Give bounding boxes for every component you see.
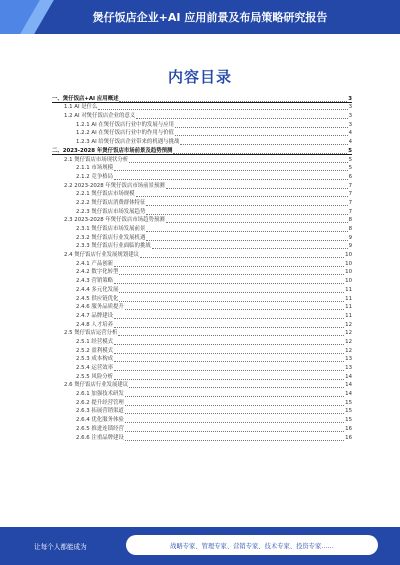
- footer-slogan: 让每个人都能成为: [34, 543, 87, 551]
- toc-entry-page: 5: [348, 156, 352, 163]
- toc-entry-page: 12: [345, 321, 352, 328]
- toc-entry-page: 8: [348, 217, 352, 224]
- toc-entry[interactable]: [52, 110, 352, 119]
- toc-entry-page: 7: [348, 191, 352, 198]
- toc-entry[interactable]: [52, 388, 352, 397]
- toc-entry-title: 2.6 煲仔饭店行业发展建议: [64, 382, 129, 389]
- toc-entry-page: 10: [345, 260, 352, 267]
- footer-roles-pill: [126, 535, 378, 555]
- toc-entry-page: 11: [345, 304, 352, 311]
- toc-entry-title: 2.5.5 风险分析: [76, 373, 113, 380]
- toc-entry-page: 5: [348, 147, 352, 154]
- toc-entry[interactable]: [52, 241, 352, 250]
- toc-entry[interactable]: [52, 128, 352, 137]
- toc-entry-page: 15: [345, 399, 352, 406]
- toc-entry-title: 2.4.7 品牌建设: [76, 312, 113, 319]
- toc-entry-title: 2.4.1 产品创新: [76, 260, 113, 267]
- toc-entry-page: 10: [345, 269, 352, 276]
- toc-entry[interactable]: [52, 119, 352, 128]
- toc-entry-page: 7: [348, 199, 352, 206]
- toc-entry-title: 2.2.3 煲仔饭店市场发展趋势: [76, 208, 146, 215]
- toc-entry[interactable]: [52, 336, 352, 345]
- toc-entry-page: 14: [345, 373, 352, 380]
- toc-entry[interactable]: [52, 215, 352, 224]
- toc-entry[interactable]: [52, 310, 352, 319]
- toc-entry[interactable]: [52, 180, 352, 189]
- toc-entry[interactable]: [52, 102, 352, 111]
- toc-entry[interactable]: [52, 275, 352, 284]
- toc-entry-title: 二、2023-2028 年煲仔饭店市场前景及趋势预测: [52, 147, 173, 154]
- toc-entry-title: 1.1 AI 是什么: [64, 104, 98, 111]
- toc-entry-page: 13: [345, 356, 352, 363]
- toc-heading: 内容目录: [167, 68, 232, 86]
- toc-entry-page: 14: [345, 391, 352, 398]
- toc-entry-page: 9: [348, 243, 352, 250]
- toc-entry-title: 2.5.2 盈利模式: [76, 347, 113, 354]
- page-footer: [0, 527, 400, 565]
- toc-entry[interactable]: [52, 223, 352, 232]
- toc-entry-page: 14: [345, 382, 352, 389]
- toc-entry-page: 11: [345, 312, 352, 319]
- toc-entry-title: 2.6.6 注重品牌建设: [76, 434, 124, 441]
- toc-entry-title: 2.5 煲仔饭店运营分析: [64, 330, 118, 337]
- toc-entry-title: 2.5.4 运营效率: [76, 365, 113, 371]
- toc-entry[interactable]: [52, 328, 352, 337]
- toc-entry-page: 11: [345, 286, 352, 293]
- table-of-contents: [52, 93, 352, 511]
- toc-entry-title: 1.2.3 AI 给煲仔饭店企业带来的机遇与挑战: [76, 139, 180, 146]
- toc-entry-title: 2.3 2023-2028 年煲仔饭店市场趋势预测: [64, 217, 165, 224]
- toc-entry-page: 4: [348, 139, 352, 146]
- toc-entry-title: 1.2.2 AI 在煲仔饭店行业中的作用与价值: [76, 130, 174, 137]
- toc-entry[interactable]: [52, 293, 352, 302]
- toc-entry[interactable]: [52, 136, 352, 145]
- toc-entry-page: 3: [348, 95, 352, 102]
- toc-entry-title: 2.6.4 优化服务体验: [76, 417, 124, 424]
- toc-entry[interactable]: [52, 145, 352, 154]
- toc-entry-title: 2.6.5 推进连锁经营: [76, 425, 124, 432]
- toc-entry-page: 16: [345, 425, 352, 432]
- toc-entry[interactable]: [52, 171, 352, 180]
- toc-entry-page: 15: [345, 417, 352, 424]
- toc-entry[interactable]: [52, 432, 352, 441]
- toc-entry[interactable]: [52, 93, 352, 102]
- toc-entry-title: 2.2.2 煲仔饭店消费群体特征: [76, 199, 146, 206]
- toc-entry-page: 4: [348, 130, 352, 137]
- toc-entry[interactable]: [52, 154, 352, 163]
- report-title: 煲仔饭店企业+AI 应用前景及布局策略研究报告: [92, 11, 328, 24]
- toc-entry-page: 6: [348, 173, 352, 180]
- toc-entry-page: 12: [345, 330, 352, 337]
- toc-entry-page: 5: [348, 165, 352, 172]
- toc-entry-page: 3: [348, 121, 352, 128]
- toc-entry-title: 2.4.4 多元化发展: [76, 286, 119, 293]
- toc-entry-title: 2.3.1 煲仔饭店市场发展前景: [76, 226, 146, 232]
- toc-entry[interactable]: [52, 284, 352, 293]
- toc-entry[interactable]: [52, 189, 352, 198]
- toc-entry-page: 15: [345, 408, 352, 415]
- toc-entry-page: 13: [345, 365, 352, 371]
- toc-entry[interactable]: [52, 423, 352, 432]
- toc-entry-title: 2.6.2 提升经营管理: [76, 399, 124, 406]
- toc-entry[interactable]: [52, 371, 352, 380]
- toc-entry[interactable]: [52, 380, 352, 389]
- toc-entry-page: 9: [348, 234, 352, 241]
- toc-entry[interactable]: [52, 362, 352, 371]
- toc-entry-title: 2.5.3 成本构成: [76, 356, 113, 363]
- toc-entry[interactable]: [52, 302, 352, 311]
- toc-leader-dots: [125, 436, 344, 441]
- toc-entry-page: 7: [348, 208, 352, 215]
- toc-entry-title: 2.1.1 市场规模: [76, 165, 113, 172]
- toc-entry-page: 12: [345, 338, 352, 345]
- toc-entry-title: 2.4.8 人才培养: [76, 321, 113, 328]
- toc-entry-page: 16: [345, 434, 352, 441]
- toc-entry-title: 1.2 AI 对煲仔饭店企业的意义: [64, 113, 136, 120]
- toc-entry-page: 3: [348, 113, 352, 120]
- toc-entry-title: 2.1.2 竞争格局: [76, 173, 113, 180]
- toc-entry[interactable]: [52, 354, 352, 363]
- toc-entry-title: 2.3.2 煲仔饭店行业发展机遇: [76, 234, 146, 241]
- toc-entry-title: 2.2.1 煲仔饭店市场规模: [76, 191, 135, 198]
- toc-entry[interactable]: [52, 414, 352, 423]
- toc-entry[interactable]: [52, 206, 352, 215]
- toc-entry[interactable]: [52, 163, 352, 172]
- toc-entry[interactable]: [52, 232, 352, 241]
- toc-entry-page: 10: [345, 278, 352, 285]
- toc-entry-title: 2.6.1 加强技术研发: [76, 391, 124, 398]
- toc-entry[interactable]: [52, 397, 352, 406]
- toc-entry-title: 2.3.3 煲仔饭店行业面临的挑战: [76, 243, 151, 250]
- toc-entry-title: 2.4.5 供应链优化: [76, 295, 119, 302]
- toc-entry-title: 2.1 煲仔饭店市场现状分析: [64, 156, 129, 163]
- toc-entry-title: 2.4.2 数字化转型: [76, 269, 119, 276]
- toc-entry-page: 11: [345, 295, 352, 302]
- toc-entry-title: 一、煲仔饭店+AI 应用概述: [52, 95, 119, 102]
- toc-entry-page: 8: [348, 226, 352, 232]
- toc-entry-title: 2.4.3 营销策略: [76, 278, 113, 285]
- toc-entry[interactable]: [52, 197, 352, 206]
- toc-entry[interactable]: [52, 406, 352, 415]
- toc-entry-page: 10: [345, 252, 352, 259]
- toc-entry-title: 2.2 2023-2028 年煲仔饭店市场前景预测: [64, 182, 165, 189]
- toc-entry-title: 2.4 煲仔饭店行业发展规划建议: [64, 252, 139, 259]
- toc-entry[interactable]: [52, 267, 352, 276]
- toc-entry-page: 3: [348, 104, 352, 111]
- toc-entry-page: 12: [345, 347, 352, 354]
- toc-entry[interactable]: [52, 319, 352, 328]
- toc-entry-title: 2.5.1 经营模式: [76, 338, 113, 345]
- toc-entry[interactable]: [52, 258, 352, 267]
- footer-roles-text: 战略专家、管理专家、营销专家、技术专家、投资专家……: [170, 543, 334, 550]
- page-header: [0, 0, 400, 34]
- toc-entry-title: 2.6.3 拓展营销渠道: [76, 408, 124, 415]
- toc-entry-title: 2.4.6 服务品质提升: [76, 304, 124, 311]
- toc-entry[interactable]: [52, 249, 352, 258]
- toc-entry[interactable]: [52, 345, 352, 354]
- toc-entry-title: 1.2.1 AI 在煲仔饭店行业中的发展与应用: [76, 121, 174, 128]
- toc-entry-page: 7: [348, 182, 352, 189]
